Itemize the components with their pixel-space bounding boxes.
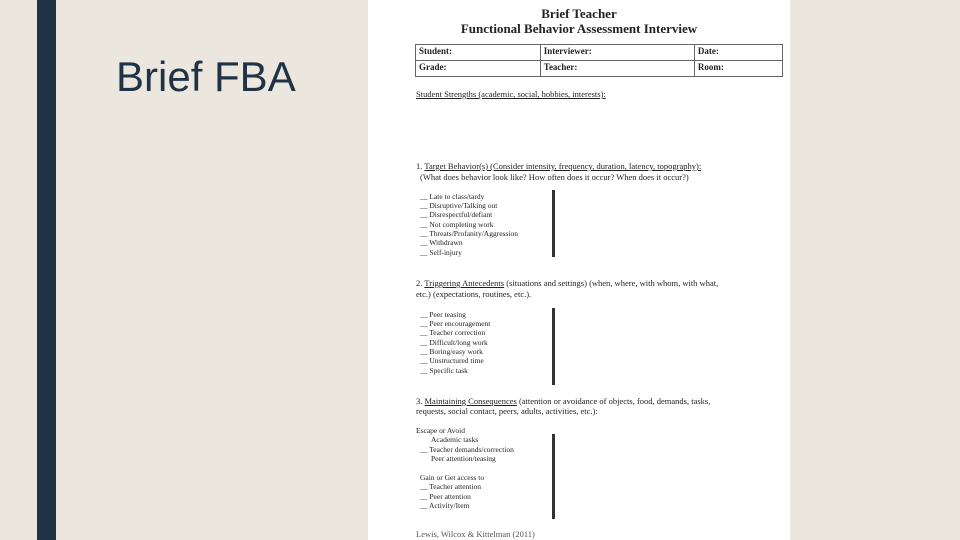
list-item: __ Withdrawn (420, 238, 463, 247)
section3-line2: requests, social contact, peers, adults, activities, etc.): (416, 406, 598, 416)
list-item: __ Disrespectful/defiant (420, 210, 493, 219)
section2-heading: 2. Triggering Antecedents (situations and settings) (when, where, with whom, with what, (416, 278, 719, 288)
list-item: __ Late to class/tardy (420, 192, 485, 201)
document-image (368, 0, 790, 540)
list-item: __ Teacher correction (420, 328, 486, 337)
list-item: __ Difficult/long work (420, 338, 488, 347)
list-item: __ Teacher attention (420, 482, 481, 491)
date-field: Date: (694, 45, 782, 61)
gain-label: Gain or Get access to (420, 473, 485, 482)
section1-heading: 1. Target Behavior(s) (Consider intensity, frequency, duration, latency, topography): (416, 161, 702, 171)
escape-label: Escape or Avoid (416, 426, 466, 435)
list-item: Academic tasks (431, 435, 479, 444)
list-item: __ Activity/Item (420, 501, 470, 510)
section1-subheading: (What does behavior look like? How often does it occur? When does it occur?) (420, 172, 689, 182)
list-item: __ Teacher demands/correction (420, 445, 514, 454)
list-item: __ Specific task (420, 366, 468, 375)
divider-bar (552, 434, 555, 519)
citation: Lewis, Wilcox & Kittelman (2011) (416, 529, 535, 539)
interviewer-field: Interviewer: (540, 45, 694, 61)
list-item: __ Not completing work (420, 220, 494, 229)
accent-bar (37, 0, 56, 540)
list-item: __ Peer teasing (420, 310, 466, 319)
list-item: Peer attention/teasing (431, 454, 496, 463)
info-table (415, 44, 783, 77)
list-item: __ Peer encouragement (420, 319, 491, 328)
list-item: __ Boring/easy work (420, 347, 483, 356)
list-item: __ Threats/Profanity/Aggression (420, 229, 518, 238)
grade-field: Grade: (416, 61, 541, 77)
strengths-label: Student Strengths (academic, social, hobbies, interests): (416, 89, 606, 99)
document-subtitle: Functional Behavior Assessment Interview (460, 21, 698, 36)
divider-bar (552, 190, 555, 257)
section3-heading: 3. Maintaining Consequences (attention or avoidance of objects, food, demands, tasks, (416, 396, 711, 406)
divider-bar (552, 308, 555, 385)
teacher-field: Teacher: (540, 61, 694, 77)
document-title: Brief Teacher (541, 6, 617, 21)
list-item: __ Disruptive/Talking out (420, 201, 498, 210)
list-item: __ Unstructured time (420, 356, 484, 365)
room-field: Room: (694, 61, 782, 77)
slide-title: Brief FBA (116, 53, 296, 100)
list-item: __ Self-injury (420, 248, 462, 257)
list-item: __ Peer attention (420, 492, 471, 501)
student-field: Student: (416, 45, 541, 61)
section2-line2: etc.) (expectations, routines, etc.). (416, 289, 532, 299)
